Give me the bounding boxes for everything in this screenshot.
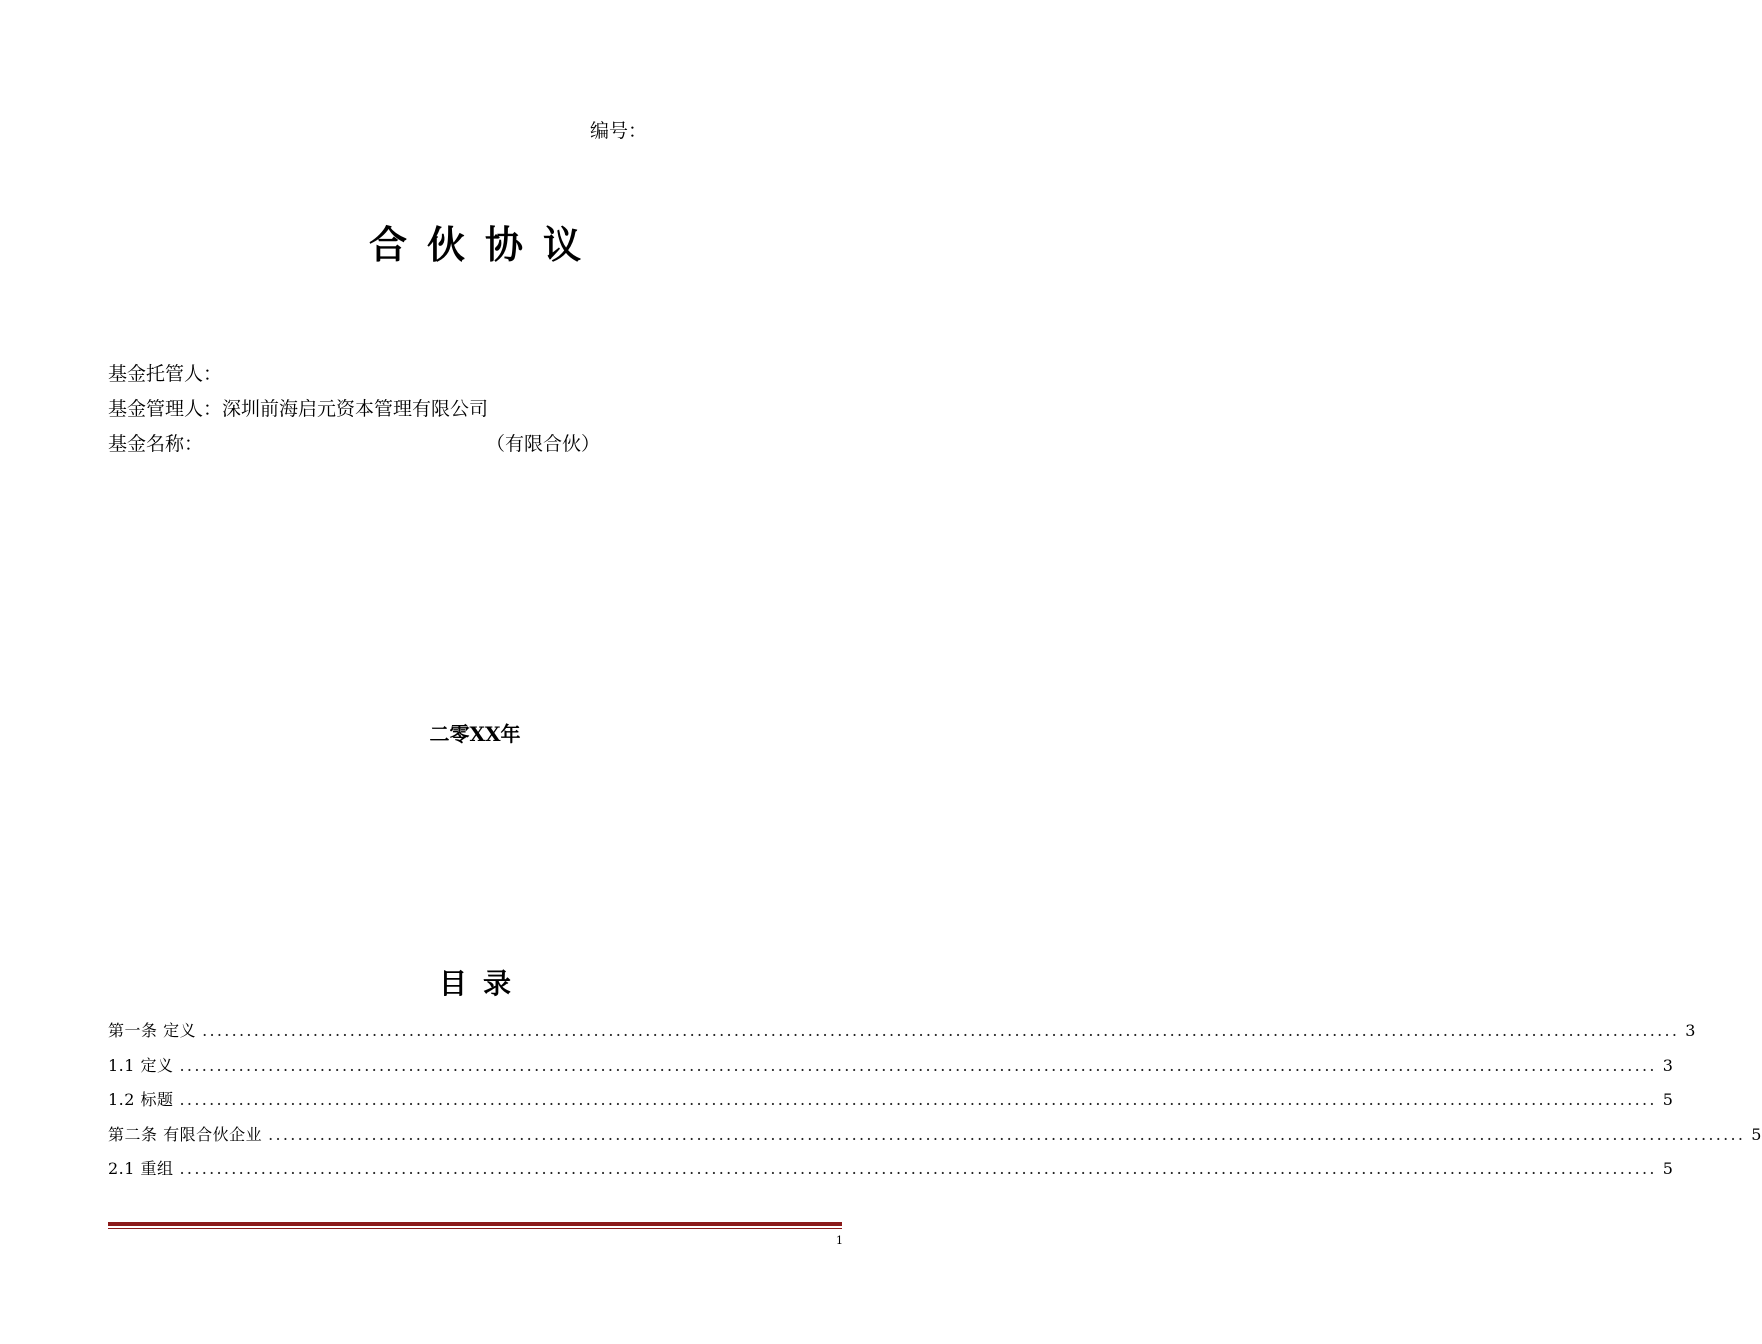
- toc-entry-page: 3: [1685, 1021, 1696, 1040]
- toc-entry[interactable]: [108, 1087, 1674, 1122]
- page-number: 1: [836, 1234, 843, 1247]
- serial-number-label: 编号：: [590, 120, 648, 142]
- fund-name-line: [108, 429, 628, 456]
- toc-entry-page: 5: [1662, 1090, 1674, 1109]
- toc-entry-label: 1.1 定义: [108, 1055, 174, 1075]
- toc-entry[interactable]: [108, 1122, 1762, 1157]
- toc-entry-label: 第二条 有限合伙企业: [108, 1124, 263, 1144]
- toc-title: 目录: [438, 967, 527, 1000]
- toc-leader-dots: ........................................................................................................................................................................................................: [179, 1090, 1657, 1109]
- toc-entry[interactable]: [108, 1018, 1696, 1053]
- toc-entry-page: 3: [1662, 1055, 1674, 1075]
- toc-leader-dots: ........................................................................................................................................................................................................: [202, 1021, 1680, 1040]
- footer-rule-thick: [108, 1222, 842, 1226]
- toc-entry-page: 5: [1751, 1124, 1762, 1144]
- toc-leader-dots: ........................................................................................................................................................................................................: [179, 1159, 1657, 1178]
- toc-entry-page: 5: [1662, 1159, 1674, 1178]
- toc-entry[interactable]: [108, 1156, 1674, 1191]
- toc-leader-dots: ........................................................................................................................................................................................................: [179, 1055, 1657, 1075]
- toc-entry-label: 2.1 重组: [108, 1159, 174, 1178]
- toc-leader-dots: ........................................................................................................................................................................................................: [268, 1124, 1746, 1144]
- fund-name-suffix: （有限合伙）: [486, 433, 601, 455]
- table-of-contents: [108, 1018, 1762, 1191]
- toc-entry-label: 第一条 定义: [108, 1021, 197, 1040]
- toc-entry-label: 1.2 标题: [108, 1090, 174, 1109]
- fund-custodian-line: 基金托管人：: [108, 363, 223, 385]
- footer-rule-thin: [108, 1228, 842, 1229]
- fund-manager-line: 基金管理人：深圳前海启元资本管理有限公司: [108, 398, 489, 420]
- fund-name-label: 基金名称：: [108, 433, 204, 455]
- toc-entry[interactable]: [108, 1053, 1674, 1088]
- document-title: 合伙协议: [368, 222, 601, 267]
- document-year: 二零XX年: [429, 722, 521, 746]
